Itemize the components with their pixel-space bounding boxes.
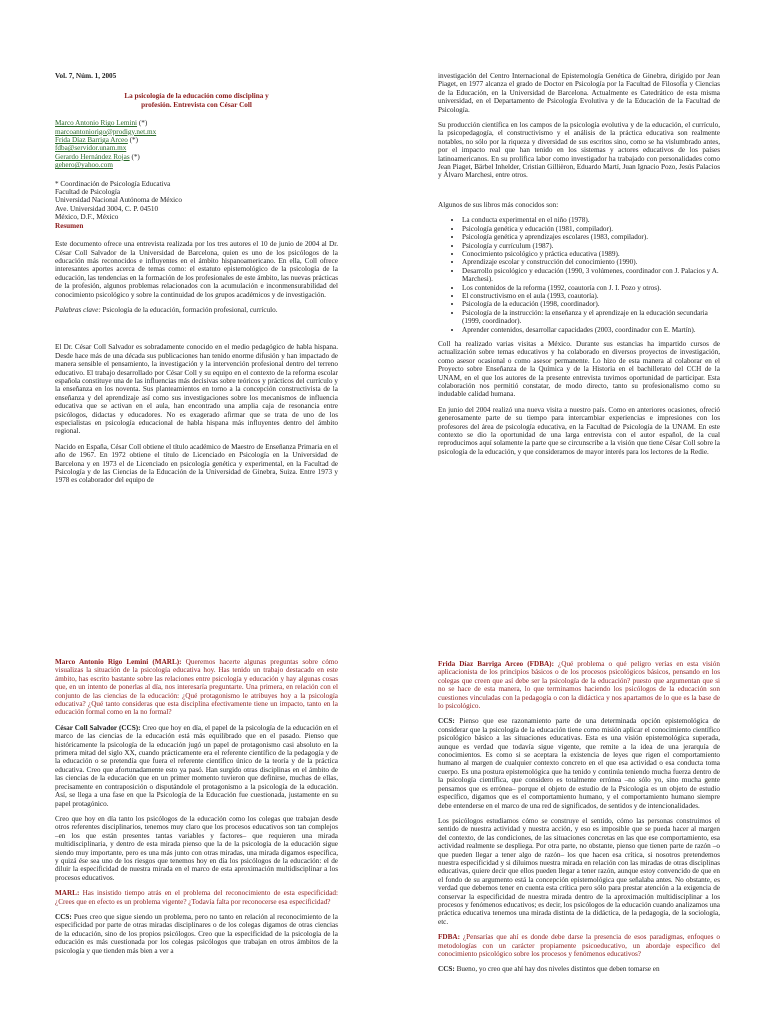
abstract-paragraph: Este documento ofrece una entrevista realizada por los tres autores el 10 de junio de 2004 al Dr. César Coll Salvador de la Universidad de Barcelona, quien es uno de los psicólogos de la educación más reconocidos e influyentes en el ámbito hispanoamericano. En ella, Coll ofrece interesantes aportes acerca de temas como: el estatuto epistemológico de la psicología de la educación, las tendencias en la formación de los profesionales de este ámbito, las nuevas prácticas de la profesión, algunos problemas relacionados con la acumulación e inconmensurabilidad del conocimiento psicológico y sobre la continuidad de los grupos académicos y de investigación.	[55, 240, 338, 299]
body-paragraph: Su producción científica en los campos de la psicología evolutiva y de la educación, el currículo, la psicopedagogía, el constructivismo y el análisis de la práctica educativa son realmente notables, no sólo por la riqueza y diversidad de sus escritos sino, como se ha vislumbrado antes, por el impacto real que han tenido en los sistemas y actores educativos de los países latinoamericanos. En su prolífica labor como investigador ha trabajado con personalidades como Jean Piaget, Bärbel Inhelder, Cristian Gillièron, Eduardo Martí, Juan Ignacio Pozo, Jesús Palacios y Álvaro Marchesi, entre otros.	[438, 121, 720, 180]
speaker-label: FDBA:	[438, 933, 460, 942]
interview-paragraph	[438, 717, 720, 809]
right-column-page-1	[438, 72, 720, 463]
article-title	[55, 92, 338, 109]
speaker-label: CCS:	[55, 912, 72, 921]
book-item: • Psicología de la educación (1998, coordinador).	[462, 300, 720, 308]
resumen-heading: Resumen	[55, 221, 84, 230]
author-line[interactable]	[55, 119, 338, 127]
affiliation-line: Facultad de Psicología	[55, 188, 121, 197]
question-text: ¿Qué problema o qué peligro verías en esta visión aplicacionista de los principios básicos o de los procesos psicológicos básicos, pensando en los colegas que creen que así debe ser la psicología de la educación? puesto que argumentan que si no se hace de esta manera, lo que terminamos haciendo los psicólogos de la educación son cuestiones vinculadas con la pedagogía o con la didáctica y nos apartamos de lo que es la base de lo psicológico.	[438, 660, 720, 711]
keywords-label: Palabras clave:	[55, 305, 101, 314]
books-list	[438, 216, 720, 334]
book-item: • Los contenidos de la reforma (1992, coautoría con J. I. Pozo y otros).	[462, 284, 720, 292]
intro-paragraph: El Dr. César Coll Salvador es sobradamente conocido en el medio pedagógico de habla hispana. Desde hace más de una década sus publicaciones han tenido enorme difusión y han impactado de manera sensible el pensamiento, la investigación y la intervención profesional dentro del terreno educativo. El trabajo desarrollado por César Coll y su equipo en el contexto de la reforma escolar española constituye una de las influencias más decisivas sobre teóricos y prácticos del currículo y la enseñanza en los noventa. Sus planteamientos en torno a la concepción constructivista de la enseñanza y del aprendizaje así como sus investigaciones sobre los mecanismos de influencia educativa que se activan en el aula, han encontrado una amplia caja de resonancia entre psicólogos, didactas y educadores. No es exagerado afirmar que se trata de uno de los especialistas en psicología educacional de habla hispana más influyentes dentro del ámbito regional.	[55, 343, 338, 436]
keywords-text: Psicología de la educación, formación profesional, currículo.	[100, 305, 278, 314]
author-mark: (*)	[127, 136, 139, 145]
book-item: • Aprender contenidos, desarrollar capacidades (2003, coordinador con E. Martín).	[462, 326, 720, 334]
affiliation-line: * Coordinación de Psicología Educativa	[55, 179, 171, 188]
answer-text: Creo que hoy en día, el papel de la psicología de la educación en el marco de las ciencias de la educación está más equilibrado que en el pasado. Pienso que históricamente la psicología de la educación jugó un papel de protagonismo casi absoluto en la primera mitad del siglo XX, cuando prácticamente era el referente científico de la pedagogía y de la educación o se pretendía que fuera el referente científico único de la teoría y de la práctica educativa. Creo que afortunadamente esto ya pasó. Han surgido otras disciplinas en el ámbito de las ciencias de la educación que en un primer momento tuvieron que definirse, muchas de ellas, precisamente en contraposición o disputándole el protagonismo a la psicología de la educación. Así, se llega a una fase en que la Psicología de la Educación fue cuestionada, justamente en su papel protagónico.	[55, 723, 338, 808]
left-column-page-2	[55, 658, 338, 962]
speaker-label: MARL:	[55, 889, 80, 898]
speaker-label: CCS:	[438, 717, 455, 726]
title-line-1: La psicología de la educación como disciplina y	[124, 92, 269, 101]
authors-block	[55, 119, 338, 169]
book-item: • Desarrollo psicológico y educación (1990, 3 volúmenes, coordinador con J. Palacios y A. Marchesi).	[462, 267, 720, 284]
affiliation-line: Ave. Universidad 3004, C. P. 04510	[55, 204, 159, 213]
keywords-paragraph	[55, 306, 338, 314]
book-item: • Psicología y currículum (1987).	[462, 242, 720, 250]
author-email-line[interactable]	[55, 161, 338, 169]
page-2	[0, 512, 768, 1024]
body-paragraph: investigación del Centro Internacional de Epistemología Genética de Ginebra, dirigido por Jean Piaget, en 1977 alcanza el grado de Doctor en Psicología por la Facultad de Filosofía y Ciencias de la Educación, en la Universidad de Barcelona. Actualmente es Catedrático de esta misma universidad, en el Departamento de Psicología Evolutiva y de la Educación de la Facultad de Psicología.	[438, 72, 720, 114]
volume-label: Vol. 7, Núm. 1, 2005	[55, 72, 117, 80]
author-name-link[interactable]: Marco Antonio Rigo Lemini	[55, 119, 138, 128]
affiliation-block	[55, 180, 338, 222]
left-column-page-1	[55, 72, 338, 492]
author-mark: (*)	[137, 119, 148, 128]
author-email-link[interactable]: fdba@servidor.unam.mx	[55, 144, 127, 153]
interview-paragraph: Los psicólogos estudiamos cómo se construye el sentido, cómo las personas construimos el sentido de nuestra actividad y nuestra acción, y eso es imposible que se pueda hacer al margen del contexto, de las condiciones, de las situaciones concretas en las que ese comportamiento, esa actividad realmente se despliega. Por otra parte, no obstante, pienso que tienen parte de razón –o que pueden llegar a tener algo de razón– los que hacen esa crítica, si nosotros pretendemos nuestra especificidad y si diluimos nuestra mirada en relación con las miradas de otras disciplinas educativas, quiere decir que ellos pueden llegar a tener razón, aunque estoy convencido de que en el fondo de su argumento está la concepción epistemológica que señalaba antes. No obstante, es verdad que debemos tener en cuenta esta crítica pero sólo para prestar atención a la exigencia de conservar la especificidad de nuestra mirada dentro de la aproximación multidisciplinar a los procesos y fenómenos educativos; es decir, los psicólogos de la educación cuando analizamos una práctica educativa tenemos una mirada distinta de la didáctica, de la pedagogía, de la sociología, etc.	[438, 816, 720, 926]
author-line[interactable]	[55, 153, 338, 161]
body-paragraph: Coll ha realizado varias visitas a México. Durante sus estancias ha impartido cursos de actualización sobre temas educativos y ha colaborado en diversos proyectos de investigación, como asesor ocasional o como asesor permanente. Lo hizo de esta manera al colaborar en el Proyecto sobre Enseñanza de la Química y de la Historia en el bachillerato del CCH de la UNAM, en el que los autores de la presente entrevista tuvimos oportunidad de participar. Esta colaboración nos permitió constatar, de modo directo, tanto su profesionalismo como su indudable calidad humana.	[438, 339, 720, 399]
author-email-line[interactable]	[55, 144, 338, 152]
intro-paragraph: Nacido en España, César Coll obtiene el título académico de Maestro de Enseñanza Primaria en el año de 1967. En 1972 obtiene el título de Licenciado en Psicología en la Universidad de Barcelona y en 1973 el de Licenciado en psicología genética y experimental, en la Facultad de Psicología y de las Ciencias de la Educación de la Universidad de Ginebra, Suiza. Entre 1973 y 1978 es colaborador del equipo de	[55, 442, 338, 485]
book-item: • La conducta experimental en el niño (1978).	[462, 216, 720, 224]
author-name-link[interactable]: Gerardo Hernández Rojas	[55, 152, 130, 161]
interview-paragraph: Creo que hoy en día tanto los psicólogos de la educación como los colegas que trabajan desde otros referentes disciplinarios, tenemos muy claro que los procesos educativos son tan complejos –en los que están presentes tantas variables y factores– que requieren una mirada multidisciplinaria, y dentro de esta mirada pienso que la de la psicología de la educación sigue siendo muy importante, pero es una más junto con otras miradas, una mirada digamos específica, y quizá ése sea uno de los riesgos que tenemos hoy en día los psicólogos de la educación: el de diluir la especificidad de nuestra mirada en el marco de esta aproximación multidisciplinar a los procesos educativos.	[55, 814, 338, 882]
book-item: • El constructivismo en el aula (1993, coautoría).	[462, 292, 720, 300]
interview-paragraph	[55, 658, 338, 717]
interview-paragraph	[55, 724, 338, 808]
right-column-page-2	[438, 660, 720, 981]
speaker-label: César Coll Salvador (CCS):	[55, 723, 141, 732]
question-text: Queremos hacerte algunas preguntas sobre cómo visualizas la situación de la psicología educativa hoy. Has tenido un trabajo destacado en este ámbito, has escrito bastante sobre las relaciones entre psicología y educación y hay algunas cosas que, en un intento de ponerlas al día, nos interesaría preguntarte. Una primera, en relación con el conjunto de las ciencias de la educación: ¿Qué protagonismo le atribuyes hoy a la psicología educativa? ¿Qué tanto consideras que esta disciplina efectivamente tiene un impacto, tanto en la educación formal como en la no formal?	[55, 658, 338, 717]
author-line[interactable]	[55, 136, 338, 144]
book-item: • Psicología genética y educación (1981, compilador).	[462, 225, 720, 233]
question-text: Has insistido tiempo atrás en el problema del reconocimiento de esta especificidad: ¿Crees que en efecto es un problema vigente? ¿Todavía falta por reconocerse esa especificidad?	[55, 889, 338, 906]
interview-paragraph	[438, 933, 720, 958]
book-item: • Psicología de la instrucción: la enseñanza y el aprendizaje en la educación secundaria (1999, coordinador).	[462, 309, 720, 326]
author-name-link[interactable]: Frida Díaz Barriga Arceo	[55, 136, 128, 145]
affiliation-line: México, D.F., México	[55, 213, 119, 222]
answer-text: Pues creo que sigue siendo un problema, pero no tanto en relación al reconocimiento de la especificidad por parte de otras miradas disciplinares o de los colegas digamos de otras ciencias de la educación, sino de los propios psicólogos. Creo que la especificidad de la psicología de la educación es más cuestionada por los colegas psicólogos que trabajan en otros ámbitos de la psicología y que tienden más bien a ver a	[55, 912, 338, 955]
author-email-link[interactable]: marcoantoniorigo@prodigy.net.mx	[55, 127, 157, 136]
answer-text: Pienso que ese razonamiento parte de una determinada opción epistemológica de considerar que la psicología de la educación tiene como misión aplicar el conocimiento científico psicológico básico a las situaciones educativas. Esta es una visión epistemológica superada, aunque es verdad que todavía sigue vigente, que remite a la idea de una jerarquía de conocimientos. Es como si se aceptara la existencia de leyes que rigen el comportamiento humano al margen de cualquier contexto concreto en el que esa actividad o esa conducta toma cuerpo. Es una postura epistemológica que ha tenido y continúa teniendo mucha fuerza dentro de la psicología científica, que considero es totalmente errónea –no sólo yo, sino mucha gente pensamos que es errónea– porque el objeto de estudio de la Psicología es un objeto de estudio específico, digamos que es el comportamiento humano, y el comportamiento humano siempre debe entenderse en el marco de una red de significados, de sentidos y de intencionalidades.	[438, 717, 720, 810]
question-text: ¿Pensarías que ahí es donde debe darse la presencia de esos paradigmas, enfoques o metodologías con un carácter propiamente psicoeducativo, un abordaje específico del conocimiento psicológico sobre los procesos y fenómenos educativos?	[438, 933, 720, 958]
speaker-label: Marco Antonio Rigo Lemini (MARL):	[55, 658, 182, 666]
answer-text: Bueno, yo creo que ahí hay dos niveles distintos que deben tomarse en	[454, 965, 660, 974]
title-line-2: profesión. Entrevista con César Coll	[141, 100, 252, 109]
book-item: • Conocimiento psicológico y práctica educativa (1989).	[462, 250, 720, 258]
interview-paragraph	[438, 965, 720, 973]
interview-paragraph	[55, 913, 338, 955]
author-email-line[interactable]	[55, 128, 338, 136]
speaker-label: CCS:	[438, 965, 455, 974]
author-mark: (*)	[129, 152, 140, 161]
interview-paragraph	[55, 889, 338, 906]
author-email-link[interactable]: geherο@yahoo.com	[55, 161, 113, 170]
book-item: • Aprendizaje escolar y construcción del conocimiento (1990).	[462, 258, 720, 266]
speaker-label: Frida Díaz Barriga Arceo (FDBA):	[438, 660, 554, 668]
body-paragraph: En junio del 2004 realizó una nueva visita a nuestro país. Como en anteriores ocasiones, ofreció generosamente parte de su tiempo para intercambiar experiencias e impresiones con los profesores del área de psicología educativa, en la Facultad de Psicología de la UNAM. En este contexto se dio la oportunidad de una larga entrevista con el autor español, de la cual reproducimos aquí solamente la parte que se circunscribe a la visión que tiene César Coll sobre la psicología de la educación, y que consideramos de mayor interés para los lectores de la Redie.	[438, 405, 720, 456]
interview-paragraph	[438, 660, 720, 710]
book-item: • Psicología genética y aprendizajes escolares (1983, compilador).	[462, 233, 720, 241]
affiliation-line: Universidad Nacional Autónoma de México	[55, 196, 182, 205]
books-intro: Algunos de sus libros más conocidos son:	[438, 200, 559, 209]
